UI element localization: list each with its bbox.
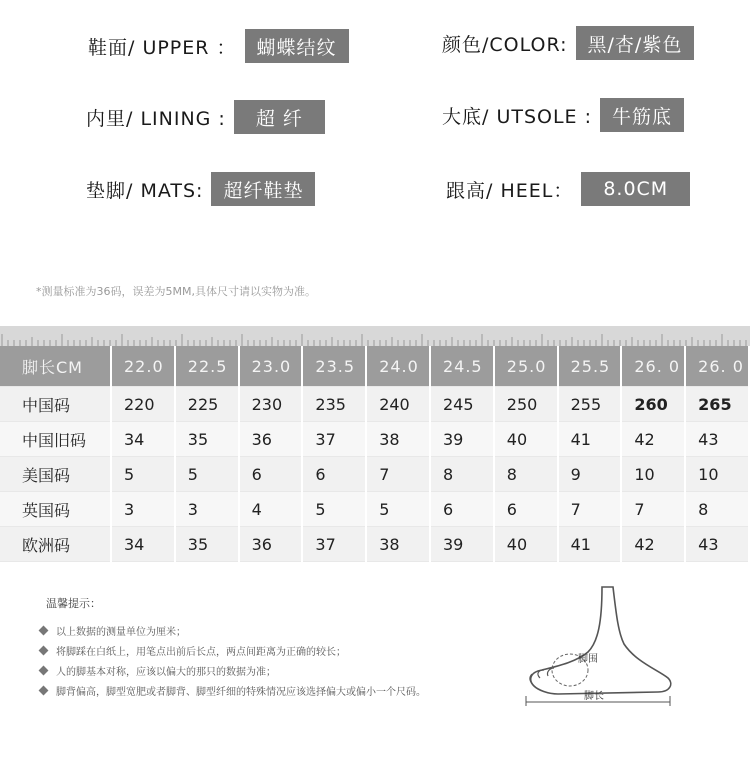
diamond-bullet-icon: [39, 626, 49, 636]
ruler-ticks: [0, 326, 750, 346]
table-cell: 4: [239, 492, 303, 527]
tip-text: 将脚踩在白纸上，用笔点出前后长点，两点间距离为正确的较长；: [56, 647, 346, 658]
table-cell: 235: [302, 387, 366, 422]
table-row: [0, 387, 749, 422]
table-cell: 34: [111, 422, 175, 457]
header-size-cell: 24.0: [366, 346, 430, 387]
header-size-cell: 23.5: [302, 346, 366, 387]
header-size-cell: 24.5: [430, 346, 494, 387]
table-cell: 40: [494, 527, 558, 562]
table-cell: 5: [366, 492, 430, 527]
table-cell: 8: [494, 457, 558, 492]
table-cell: 43: [685, 527, 749, 562]
table-row: [0, 527, 749, 562]
spec-color: [442, 26, 694, 60]
table-cell: 41: [558, 422, 622, 457]
table-cell: 42: [621, 527, 685, 562]
row-label-cell: 中国旧码: [0, 422, 111, 457]
table-row: [0, 492, 749, 527]
spec-value: 黑/杏/紫色: [576, 26, 695, 60]
table-cell: 43: [685, 422, 749, 457]
table-cell: 240: [366, 387, 430, 422]
header-size-cell: 22.5: [175, 346, 239, 387]
toes-outline: [530, 668, 554, 686]
table-cell: 250: [494, 387, 558, 422]
table-cell: 220: [111, 387, 175, 422]
table-cell: 8: [685, 492, 749, 527]
tips-title: 温馨提示：: [46, 597, 101, 610]
table-cell: 10: [621, 457, 685, 492]
table-row: [0, 457, 749, 492]
table-cell: 255: [558, 387, 622, 422]
table-cell: 6: [494, 492, 558, 527]
table-cell: 41: [558, 527, 622, 562]
spec-value: 超纤鞋垫: [211, 172, 315, 206]
table-cell: 10: [685, 457, 749, 492]
table-row: [0, 422, 749, 457]
header-size-cell: 25.5: [558, 346, 622, 387]
header-size-cell: 25.0: [494, 346, 558, 387]
table-cell: 230: [239, 387, 303, 422]
size-table: [0, 346, 750, 562]
table-cell: 37: [302, 527, 366, 562]
row-label-cell: 中国码: [0, 387, 111, 422]
spec-upper: [88, 29, 349, 63]
spec-sole: [442, 98, 684, 132]
tip-item: [38, 642, 426, 659]
measurement-note: *测量标准为36码，误差为5MM,具体尺寸请以实物为准。: [36, 285, 316, 298]
table-cell: 5: [175, 457, 239, 492]
header-size-cell: 23.0: [239, 346, 303, 387]
table-cell: 9: [558, 457, 622, 492]
table-cell: 3: [175, 492, 239, 527]
tip-item: [38, 662, 426, 679]
table-cell: 6: [430, 492, 494, 527]
table-cell: 5: [302, 492, 366, 527]
row-label-cell: 英国码: [0, 492, 111, 527]
tip-item: [38, 682, 426, 699]
diamond-bullet-icon: [39, 666, 49, 676]
table-cell: 5: [111, 457, 175, 492]
table-cell: 225: [175, 387, 239, 422]
spec-mats: [86, 172, 315, 206]
header-size-cell: 26. 0: [621, 346, 685, 387]
spec-label: 内里/ LINING :: [86, 107, 226, 130]
table-cell: 42: [621, 422, 685, 457]
table-cell: 36: [239, 422, 303, 457]
table-cell: 7: [558, 492, 622, 527]
tips-list: [38, 622, 426, 702]
diamond-bullet-icon: [39, 646, 49, 656]
length-label: 脚长: [584, 691, 604, 702]
table-cell: 35: [175, 527, 239, 562]
table-cell: 265: [685, 387, 749, 422]
row-label-cell: 欧洲码: [0, 527, 111, 562]
spec-value: 牛筋底: [600, 98, 684, 132]
row-label-cell: 美国码: [0, 457, 111, 492]
spec-value: 8.0CM: [581, 172, 690, 206]
tip-item: [38, 622, 426, 639]
table-cell: 39: [430, 527, 494, 562]
tip-text: 以上数据的测量单位为厘米；: [56, 627, 186, 638]
table-cell: 36: [239, 527, 303, 562]
spec-lining: [86, 100, 325, 134]
table-cell: 39: [430, 422, 494, 457]
table-cell: 7: [621, 492, 685, 527]
table-cell: 38: [366, 422, 430, 457]
spec-value: 超 纤: [234, 100, 325, 134]
spec-label: 颜色/COLOR:: [442, 33, 568, 56]
spec-label: 垫脚/ MATS:: [86, 179, 204, 202]
header-label-cell: 脚长CM: [0, 346, 111, 387]
spec-heel: [446, 172, 690, 206]
table-cell: 35: [175, 422, 239, 457]
table-cell: 38: [366, 527, 430, 562]
spec-label: 跟高/ HEEL：: [446, 179, 574, 202]
table-cell: 3: [111, 492, 175, 527]
diamond-bullet-icon: [39, 686, 49, 696]
table-cell: 40: [494, 422, 558, 457]
tip-text: 人的脚基本对称，应该以偏大的那只的数据为准；: [56, 667, 276, 678]
table-cell: 34: [111, 527, 175, 562]
table-cell: 6: [239, 457, 303, 492]
spec-label: 鞋面/ UPPER ：: [88, 36, 237, 59]
foot-outline: [531, 587, 671, 694]
girth-label: 脚围: [578, 654, 598, 665]
header-size-cell: 26. 0: [685, 346, 749, 387]
table-cell: 8: [430, 457, 494, 492]
spec-value: 蝴蝶结纹: [245, 29, 349, 63]
table-cell: 37: [302, 422, 366, 457]
table-cell: 260: [621, 387, 685, 422]
ruler-strip: [0, 326, 750, 346]
table-cell: 7: [366, 457, 430, 492]
spec-label: 大底/ UTSOLE :: [442, 105, 593, 128]
table-header-row: [0, 346, 749, 387]
foot-measurement-illustration: [518, 582, 688, 712]
table-cell: 245: [430, 387, 494, 422]
table-cell: 6: [302, 457, 366, 492]
header-size-cell: 22.0: [111, 346, 175, 387]
tip-text: 脚背偏高，脚型宽肥或者脚背、脚型纤细的特殊情况应该选择偏大或偏小一个尺码。: [56, 687, 426, 698]
